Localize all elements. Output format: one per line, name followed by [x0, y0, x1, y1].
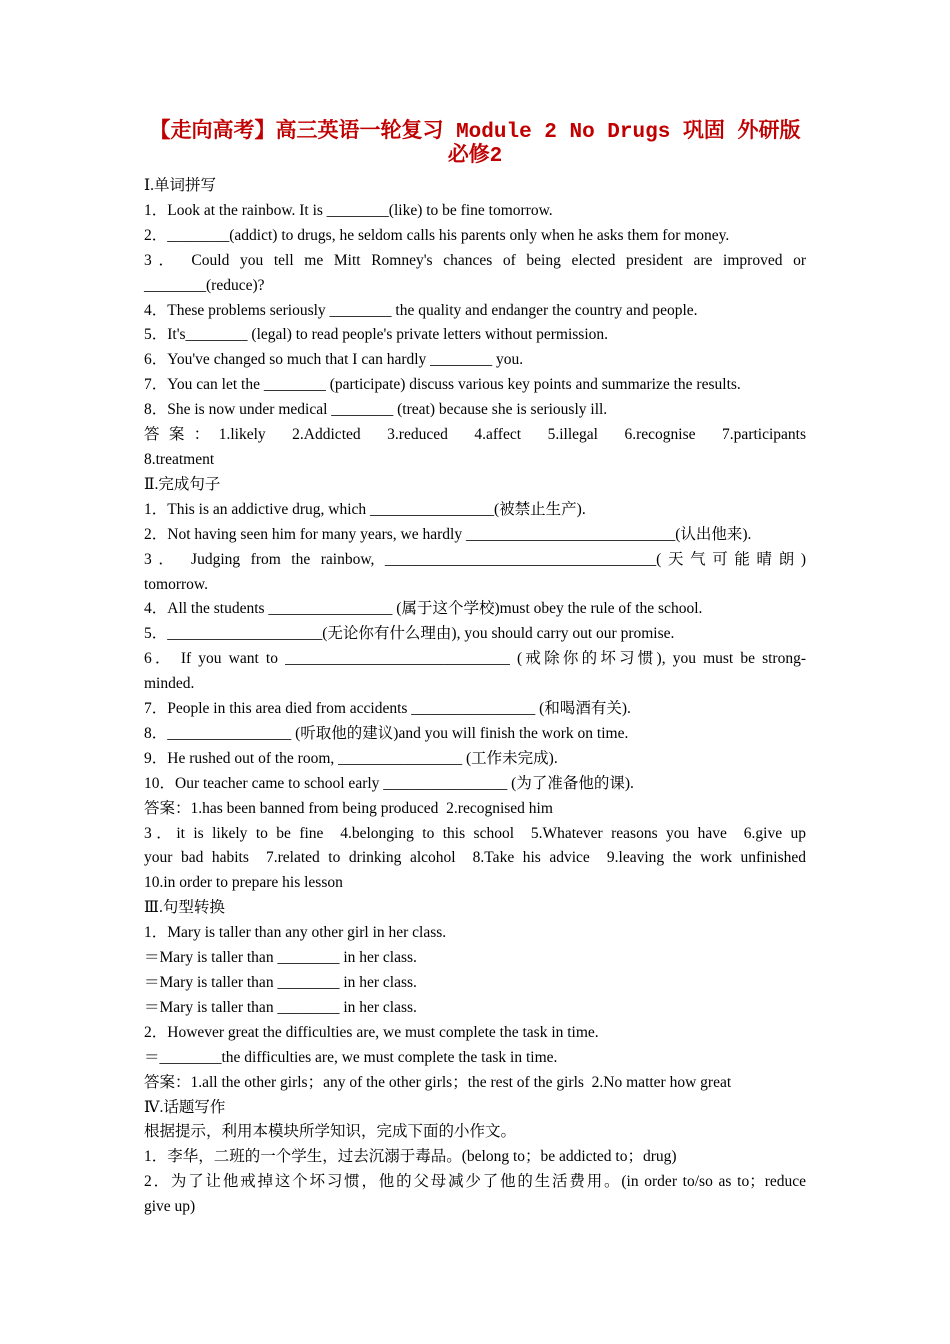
question-item: ＝Mary is taller than ________ in her class. [144, 998, 417, 1016]
question-item-cont: ________(reduce)? [144, 276, 265, 294]
question-item: 5．____________________(无论你有什么理由), you should carry out our promise. [144, 625, 675, 643]
question-item: 1．This is an addictive drug, which ________________(被禁止生产). [144, 500, 586, 518]
instruction-text: 根据提示，利用本模块所学知识，完成下面的小作文。 [144, 1123, 517, 1141]
answer-line: 3．it is likely to be fine 4.belonging to this school 5.Whatever reasons you have 6.give up [144, 824, 806, 842]
title-line-2: 必修2 [447, 145, 503, 168]
question-item: 5．It's________ (legal) to read people's private letters without permission. [144, 326, 609, 344]
question-item: 3． Judging from the rainbow, ___________________________________(天气可能晴朗) [144, 550, 806, 568]
question-item: 9．He rushed out of the room, ________________ (工作未完成). [144, 749, 558, 767]
question-item: 1．Mary is taller than any other girl in her class. [144, 924, 447, 942]
question-item: 7．You can let the ________ (participate) discuss various key points and summarize the results. [144, 376, 741, 394]
question-item: ＝Mary is taller than ________ in her class. [144, 949, 417, 967]
document-title [144, 121, 806, 169]
question-item: 10．Our teacher came to school early ________________ (为了准备他的课). [144, 774, 634, 792]
answer-line: 答案：1.likely 2.Addicted 3.reduced 4.affect 5.illegal 6.recognise 7.participants [144, 426, 806, 444]
question-item: 8．________________ (听取他的建议)and you will finish the work on time. [144, 724, 629, 742]
title-line-1: 【走向高考】高三英语一轮复习 Module 2 No Drugs 巩固 外研版 [149, 121, 801, 144]
question-item-cont: minded. [144, 675, 195, 693]
section-sentence-transformation [144, 896, 806, 1095]
question-item: 6．You've changed so much that I can hardly ________ you. [144, 351, 524, 369]
section-heading: Ⅰ.单词拼写 [144, 177, 216, 194]
question-item: ＝Mary is taller than ________ in her class. [144, 974, 417, 991]
question-item: 4．All the students ________________ (属于这个学校)must obey the rule of the school. [144, 600, 703, 618]
question-item: 7．People in this area died from accidents ________________ (和喝酒有关). [144, 700, 631, 718]
question-item-cont: give up) [144, 1198, 196, 1216]
answer-line: 8.treatment [144, 450, 215, 468]
question-item: ＝________the difficulties are, we must complete the task in time. [144, 1048, 558, 1066]
document-page [144, 121, 806, 1220]
answer-line: 答案：1.all the other girls；any of the other girls；the rest of the girls 2.No matter how great [144, 1073, 732, 1091]
section-spelling [144, 174, 806, 473]
question-item: 1．Look at the rainbow. It is ________(like) to be fine tomorrow. [144, 201, 553, 219]
question-item: 8．She is now under medical ________ (treat) because she is seriously ill. [144, 401, 608, 419]
answer-line: your bad habits 7.related to drinking alcohol 8.Take his advice 9.leaving the work unfinished [144, 849, 806, 867]
question-item: 3． Could you tell me Mitt Romney's chances of being elected president are improved or [144, 251, 806, 269]
section-heading: Ⅱ.完成句子 [144, 475, 221, 493]
section-heading: Ⅳ.话题写作 [144, 1098, 226, 1116]
question-item: 2．________(addict) to drugs, he seldom calls his parents only when he asks them for money. [144, 226, 730, 244]
question-item: 1．李华，二班的一个学生，过去沉溺于毒品。(belong to；be addicted to；drug) [144, 1148, 677, 1166]
section-complete-sentences [144, 473, 806, 896]
question-item: 2．However great the difficulties are, we must complete the task in time. [144, 1023, 599, 1041]
question-item-cont: tomorrow. [144, 575, 208, 593]
question-item: 4．These problems seriously ________ the quality and endanger the country and people. [144, 301, 698, 319]
answer-line: 10.in order to prepare his lesson [144, 874, 343, 892]
question-item: 2．Not having seen him for many years, we hardly ___________________________(认出他来). [144, 525, 752, 543]
section-topic-writing [144, 1096, 806, 1221]
question-item: 2．为了让他戒掉这个坏习惯，他的父母减少了他的生活费用。(in order to/so as to；reduce [144, 1173, 806, 1191]
question-item: 6． If you want to _____________________________ (戒除你的坏习惯), you must be strong- [144, 650, 806, 668]
section-heading: Ⅲ.句型转换 [144, 899, 225, 917]
answer-line: 答案：1.has been banned from being produced 2.recognised him [144, 799, 553, 817]
